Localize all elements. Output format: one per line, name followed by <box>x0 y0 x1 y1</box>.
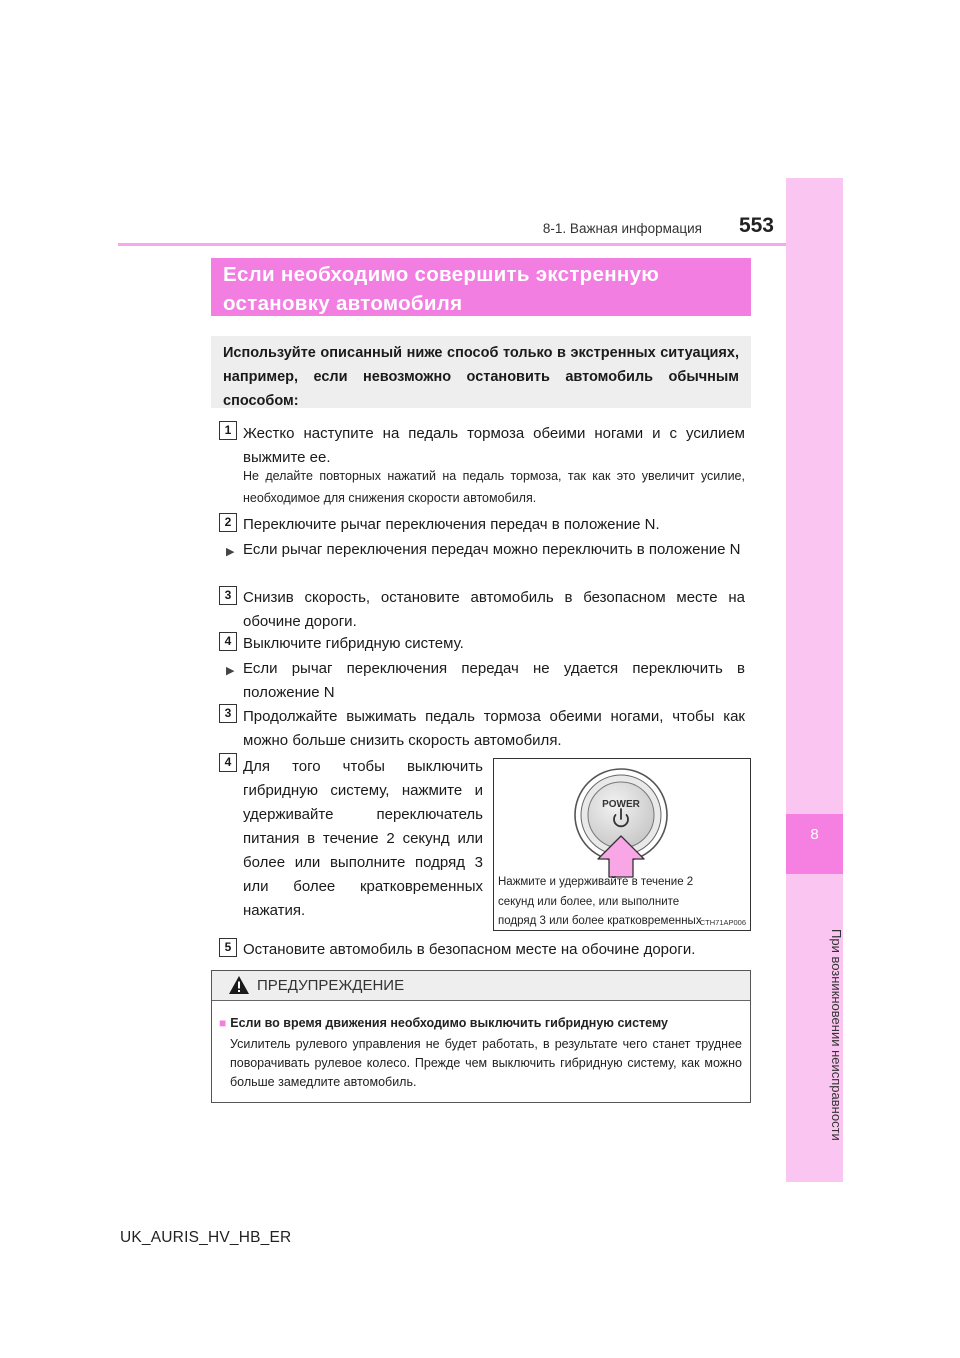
intro-box: Используйте описанный ниже способ только в экстренных ситуациях, например, если невозможно остановить автомобиль обычным способом: <box>211 336 751 408</box>
step-marker: 3 <box>219 704 237 723</box>
step-marker: 1 <box>219 421 237 440</box>
step-marker: 4 <box>219 632 237 651</box>
chapter-label: При возникновении неисправности <box>829 929 844 1141</box>
step-text: Жестко наступите на педаль тормоза обеими ногами и с усилием выжмите ее. <box>243 425 745 466</box>
document-code: UK_AURIS_HV_HB_ER <box>120 1229 292 1246</box>
step-text: Для того чтобы выключить гибридную систему, нажмите и удерживайте переключатель питания в течение 2 секунд или более или выполните подряд 3 или более кратковременных нажатия. <box>243 758 483 919</box>
warning-title: ПРЕДУПРЕЖДЕНИЕ <box>257 977 405 994</box>
right-triangle-icon: ▶ <box>226 546 235 558</box>
step-marker: 3 <box>219 586 237 605</box>
header-rule <box>118 243 786 246</box>
section-title: 8-1. Важная информация <box>542 221 702 236</box>
warning-body: Усилитель рулевого управления не будет работать, в результате чего станет труднее поворачивать рулевое колесо. Прежде чем выключить гибридную систему, как можно больше замедлите автомобиль. <box>230 1037 742 1089</box>
step-text: Снизив скорость, остановите автомобиль в безопасном месте на обочине дороги. <box>243 589 745 630</box>
page-number: 553 <box>738 214 774 237</box>
figure-code: CTH71AP006 <box>699 918 746 927</box>
warning-subtitle-text: Если во время движения необходимо выключить гибридную систему <box>230 1016 668 1030</box>
step-text: Переключите рычаг переключения передач в положение N. <box>243 516 660 533</box>
step-marker: 4 <box>219 753 237 772</box>
step-note: Не делайте повторных нажатий на педаль тормоза, так как это увеличит усилие, необходимое для снижения скорости автомобиля. <box>243 469 745 505</box>
step-text: Продолжайте выжимать педаль тормоза обеими ногами, чтобы как можно больше снизить скорость автомобиля. <box>243 708 745 749</box>
power-button-label: POWER <box>602 799 640 810</box>
side-tab-number-block <box>786 814 843 874</box>
figure-caption: Нажмите и удерживайте в течение 2 секунд или более, или выполните подряд 3 или более кратковременных <box>498 876 702 927</box>
condition-text: Если рычаг переключения передач не удается переключить в положение N <box>243 660 745 701</box>
power-button-figure <box>493 758 751 931</box>
right-triangle-icon: ▶ <box>226 665 235 677</box>
step-marker: 5 <box>219 938 237 957</box>
square-bullet-icon: ■ <box>219 1016 227 1030</box>
warning-box <box>211 970 751 1103</box>
warning-subtitle <box>219 1016 668 1030</box>
step-marker: 2 <box>219 513 237 532</box>
step-text: Остановите автомобиль в безопасном месте на обочине дороги. <box>243 941 696 958</box>
warning-triangle-icon <box>228 975 250 995</box>
condition-text: Если рычаг переключения передач можно переключить в положение N <box>243 541 741 558</box>
warning-header <box>212 971 750 1001</box>
section-heading: Если необходимо совершить экстренную остановку автомобиля <box>211 258 751 316</box>
step-text: Выключите гибридную систему. <box>243 635 464 652</box>
chapter-number: 8 <box>810 826 819 843</box>
